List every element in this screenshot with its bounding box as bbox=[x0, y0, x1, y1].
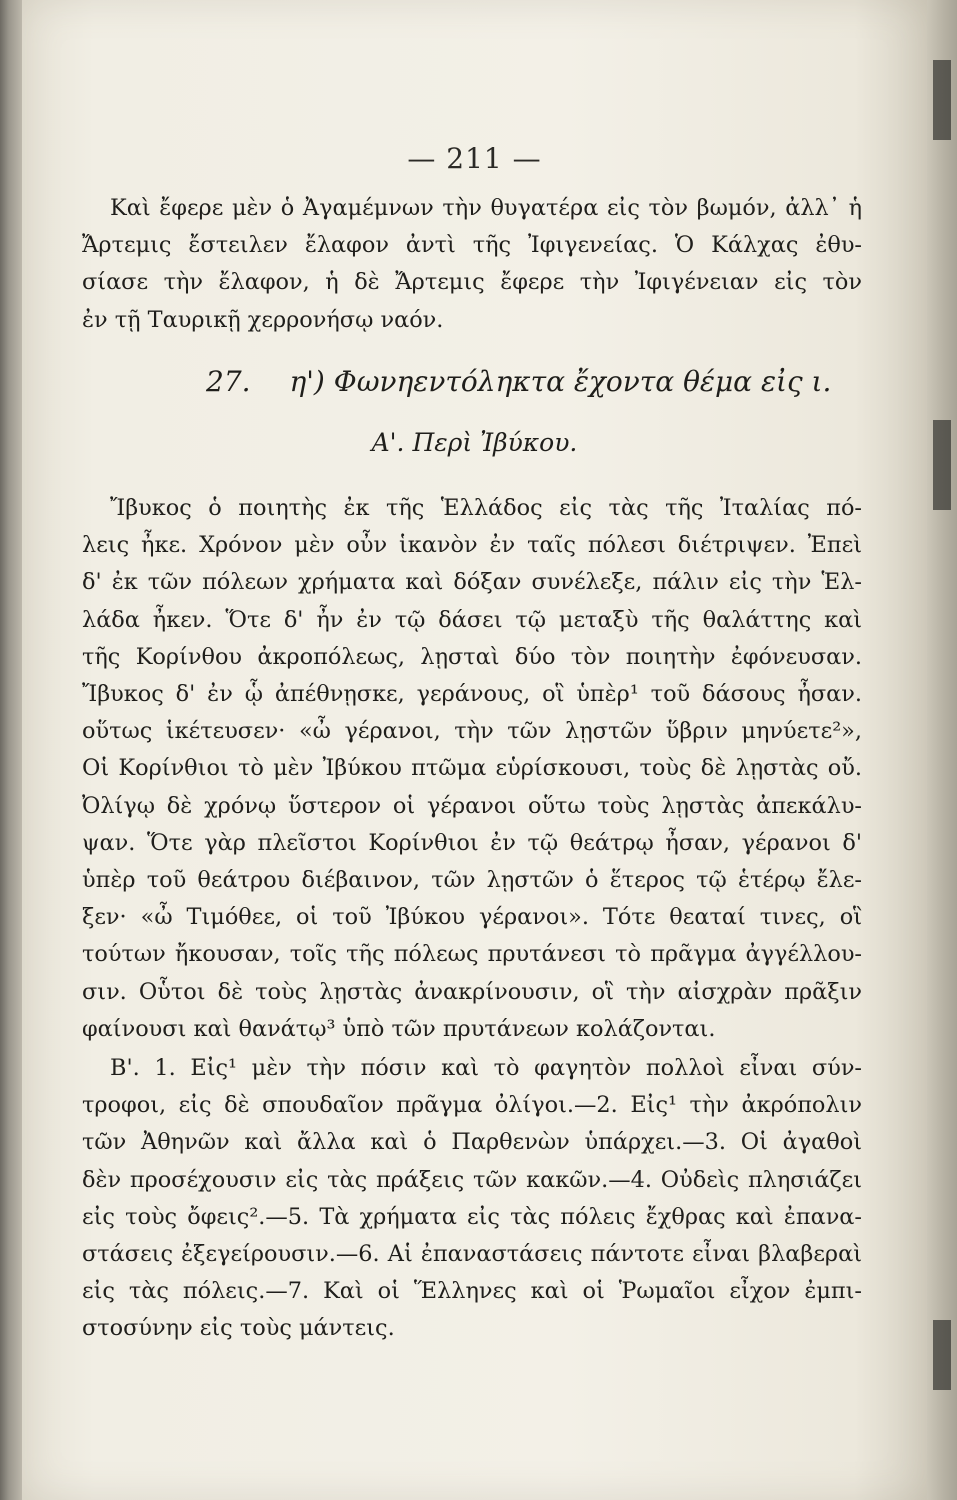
book-page bbox=[22, 0, 927, 1500]
text-line: λάδα ἦκεν. Ὅτε δ' ἦν ἐν τῷ δάσει τῷ μεταξὺ τῆς θαλάττης καὶ bbox=[82, 606, 862, 633]
text-line: δὲν προσέχουσιν εἰς τὰς πράξεις τῶν κακῶν.—4. Οὐδεὶς πλησιάζει bbox=[82, 1166, 862, 1193]
section-number: 27. bbox=[206, 365, 251, 398]
text-line: σίασε τὴν ἔλαφον, ἡ δὲ Ἄρτεμις ἔφερε τὴν Ἰφιγένειαν εἰς τὸν bbox=[82, 269, 862, 296]
paragraph-ibycus bbox=[82, 490, 862, 1048]
text-line: τῆς Κορίνθου ἀκροπόλεως, λῃσταὶ δύο τὸν ποιητὴν ἐφόνευσαν. bbox=[82, 643, 862, 670]
text-line: ὑπὲρ τοῦ θεάτρου διέβαινον, τῶν λῃστῶν ὁ ἕτερος τῷ ἑτέρῳ ἔλε- bbox=[82, 867, 862, 894]
edge-mark bbox=[933, 420, 951, 510]
paragraph-agamemnon bbox=[82, 190, 862, 339]
text-line: εἰς τὰς πόλεις.—7. Καὶ οἱ Ἕλληνες καὶ οἱ Ῥωμαῖοι εἶχον ἐμπι- bbox=[82, 1278, 862, 1305]
text-line: σιν. Οὗτοι δὲ τοὺς λῃστὰς ἀνακρίνουσιν, οἳ τὴν αἰσχρὰν πρᾶξιν bbox=[82, 978, 862, 1005]
section-title: η') Φωνηεντόληκτα ἔχοντα θέμα εἰς ι. bbox=[289, 365, 832, 398]
text-line: Ὀλίγῳ δὲ χρόνῳ ὕστερον οἱ γέρανοι οὕτω τοὺς λῃστὰς ἀπεκάλυ- bbox=[82, 792, 862, 819]
exercise-subheading: Α'. Περὶ Ἰβύκου. bbox=[371, 428, 578, 457]
page-number: — 211 — bbox=[407, 142, 542, 175]
section-heading bbox=[206, 365, 831, 398]
edge-mark bbox=[933, 1320, 951, 1390]
text-line: στάσεις ἐξεγείρουσιν.—6. Αἱ ἐπαναστάσεις πάντοτε εἶναι βλαβεραὶ bbox=[82, 1241, 862, 1268]
text-line: Ἴβυκος δ' ἐν ᾧ ἀπέθνῃσκε, γεράνους, οἳ ὑπὲρ¹ τοῦ δάσους ἦσαν. bbox=[82, 681, 862, 708]
paragraph-exercise-b bbox=[82, 1050, 862, 1348]
text-line: τῶν Ἀθηνῶν καὶ ἄλλα καὶ ὁ Παρθενὼν ὑπάρχει.—3. Οἱ ἀγαθοὶ bbox=[82, 1129, 862, 1156]
text-line: ψαν. Ὅτε γὰρ πλεῖστοι Κορίνθιοι ἐν τῷ θεάτρῳ ἦσαν, γέρανοι δ' bbox=[82, 829, 862, 856]
page-edge-right bbox=[927, 0, 957, 1500]
text-line: λεις ἦκε. Χρόνον μὲν οὖν ἱκανὸν ἐν ταῖς πόλεσι διέτριψεν. Ἐπεὶ bbox=[82, 532, 862, 559]
text-line: Β'. 1. Εἰς¹ μὲν τὴν πόσιν καὶ τὸ φαγητὸν πολλοὶ εἶναι σύν- bbox=[110, 1055, 862, 1081]
text-line: Καὶ ἔφερε μὲν ὁ Ἀγαμέμνων τὴν θυγατέρα εἰς τὸν βωμόν, ἀλλ᾽ ἡ bbox=[110, 195, 862, 221]
text-line: εἰς τοὺς ὄφεις².—5. Τὰ χρήματα εἰς τὰς πόλεις ἔχθρας καὶ ἐπανα- bbox=[82, 1203, 862, 1230]
text-line: Ἄρτεμις ἔστειλεν ἔλαφον ἀντὶ τῆς Ἰφιγενείας. Ὁ Κάλχας ἐθυ- bbox=[82, 232, 862, 259]
text-line: τροφοι, εἰς δὲ σπουδαῖον πρᾶγμα ὀλίγοι.—2. Εἰς¹ τὴν ἀκρόπολιν bbox=[82, 1092, 862, 1119]
text-line: ἐν τῇ Ταυρικῇ χερρονήσῳ ναόν. bbox=[82, 306, 444, 333]
text-line: τούτων ἤκουσαν, τοῖς τῆς πόλεως πρυτάνεσι τὸ πρᾶγμα ἀγγέλλου- bbox=[82, 941, 862, 968]
book-binding-shadow bbox=[0, 0, 22, 1500]
text-line: οὕτως ἱκέτευσεν· «ὦ γέρανοι, τὴν τῶν λῃστῶν ὕβριν μηνύετε²», bbox=[82, 718, 862, 745]
text-line: δ' ἐκ τῶν πόλεων χρήματα καὶ δόξαν συνέλεξε, πάλιν εἰς τὴν Ἑλ- bbox=[82, 569, 862, 596]
text-line: στοσύνην εἰς τοὺς μάντεις. bbox=[82, 1315, 395, 1342]
text-line: Ἴβυκος ὁ ποιητὴς ἐκ τῆς Ἑλλάδος εἰς τὰς τῆς Ἰταλίας πό- bbox=[110, 495, 862, 521]
text-line: φαίνουσι καὶ θανάτῳ³ ὑπὸ τῶν πρυτάνεων κολάζονται. bbox=[82, 1015, 716, 1042]
text-line: Οἱ Κορίνθιοι τὸ μὲν Ἰβύκου πτῶμα εὑρίσκουσι, τοὺς δὲ λῃστὰς οὔ. bbox=[82, 755, 862, 782]
edge-mark bbox=[933, 60, 951, 140]
text-line: ξεν· «ὦ Τιμόθεε, οἱ τοῦ Ἰβύκου γέρανοι». Τότε θεαταί τινες, οἳ bbox=[82, 904, 862, 931]
